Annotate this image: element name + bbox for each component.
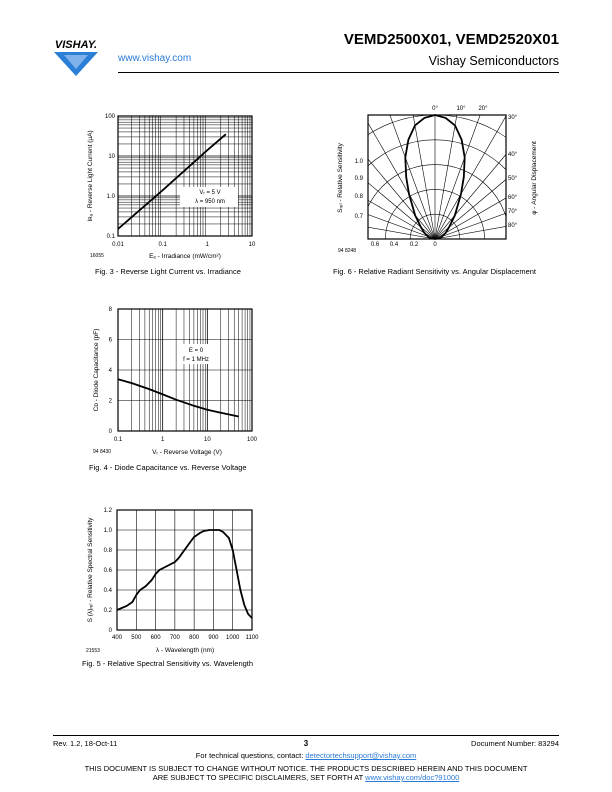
fig3-x-tick: 0.01 — [112, 242, 124, 248]
fig5-x-tick: 1000 — [226, 635, 240, 641]
header-divider — [118, 72, 559, 73]
fig5-y-tick: 1.2 — [103, 508, 112, 514]
contact-email-link[interactable]: detectortechsupport@vishay.com — [305, 751, 417, 760]
fig4-x-tick: 10 — [203, 437, 211, 443]
fig4-x-tick: 0.1 — [113, 437, 123, 443]
fig3-x-tick: 10 — [248, 242, 256, 248]
fig4-chart — [80, 298, 280, 463]
fig4-y-tick: 2 — [108, 398, 112, 405]
fig6-polar-spoke — [435, 116, 539, 239]
fig5-y-tick: 0.4 — [103, 588, 112, 594]
fig5-x-tick: 500 — [131, 635, 142, 641]
disclaimer-line-1: THIS DOCUMENT IS SUBJECT TO CHANGE WITHOUT NOTICE. THE PRODUCTS DESCRIBED HEREIN AND THIS DOCUMENT — [84, 764, 528, 773]
fig5-series-line — [117, 530, 252, 618]
fig3-x-tick: 1 — [205, 242, 210, 248]
fig5-chart — [80, 500, 280, 660]
fig4-code: 94 8430 — [93, 449, 112, 455]
fig6-right-axis-label: φ - Angular Displacement — [531, 141, 538, 215]
fig5-x-tick: 600 — [150, 635, 161, 641]
fig6-polar-spoke — [380, 100, 435, 239]
fig5-x-tick: 400 — [111, 635, 123, 641]
fig3-chart — [80, 105, 280, 285]
fig5-x-tick: 900 — [208, 635, 219, 641]
fig5-y-tick: 0.2 — [103, 608, 112, 614]
fig6-polar-spoke — [331, 116, 435, 239]
document-subtitle: Vishay Semiconductors — [428, 54, 559, 68]
fig5-y-tick: 0 — [108, 628, 112, 634]
fig6-right-angle-label: 40° — [508, 152, 518, 158]
fig5-x-tick: 1100 — [245, 635, 259, 641]
fig4-caption: Fig. 4 - Diode Capacitance vs. Reverse Voltage — [89, 463, 247, 472]
contact-prefix: For technical questions, contact: — [195, 751, 304, 760]
fig6-right-angle-label: 30° — [508, 115, 518, 121]
fig4-y-axis-label: Cᴅ - Diode Capacitance (pF) — [93, 328, 100, 412]
fig5-code: 21553 — [86, 648, 100, 654]
fig3-series-line — [118, 134, 226, 229]
disclaimer-link[interactable]: www.vishay.com/doc?91000 — [365, 773, 460, 782]
fig3-y-tick: 100 — [104, 114, 115, 120]
fig4-y-tick: 0 — [108, 429, 112, 435]
fig5-caption: Fig. 5 - Relative Spectral Sensitivity vs. Wavelength — [82, 659, 254, 668]
fig5-y-axis-label: S (λ)ᵣₑₗ - Relative Spectral Sensitivity — [87, 517, 94, 623]
fig6-right-angle-label: 80° — [508, 223, 518, 229]
fig3-caption: Fig. 3 - Reverse Light Current vs. Irradiance — [95, 267, 241, 276]
fig6-right-angle-label: 70° — [508, 209, 518, 215]
header-url-link[interactable]: www.vishay.com — [118, 53, 192, 64]
document-number: Document Number: 83294 — [471, 739, 559, 748]
fig5-x-axis-label: λ - Wavelength (nm) — [155, 647, 215, 654]
fig4-x-tick: 100 — [246, 437, 258, 443]
fig5-y-tick: 1.0 — [103, 528, 112, 534]
fig4-annotation-frequency: f = 1 MHz — [183, 357, 209, 363]
fig3-annotation-voltage: Vᵣ = 5 V — [199, 190, 221, 196]
fig6-left-tick: 0.7 — [354, 214, 363, 220]
fig6-chart — [330, 100, 550, 260]
disclaimer-prefix: ARE SUBJECT TO SPECIFIC DISCLAIMERS, SET FORTH AT — [152, 773, 364, 782]
document-title: VEMD2500X01, VEMD2520X01 — [343, 31, 559, 48]
fig3-x-axis-label: Eₑ - Irradiance (mW/cm²) — [149, 253, 221, 260]
fig3-x-tick: 0.1 — [158, 242, 167, 248]
fig6-top-angle-label: 0° — [432, 106, 438, 112]
disclaimer-line-2 — [0, 773, 612, 782]
fig6-left-tick: 0.8 — [354, 194, 363, 200]
revision-info: Rev. 1.2, 18-Oct-11 — [53, 739, 118, 748]
fig5-x-tick: 800 — [189, 635, 200, 641]
fig3-y-tick: 1.0 — [106, 194, 115, 200]
fig6-y-axis-label: Sᵣₑₗ - Relative Sensitivity — [337, 143, 344, 213]
fig3-annotation-wavelength: λ = 950 nm — [195, 199, 225, 205]
footer-divider — [53, 735, 559, 736]
fig6-right-angle-label: 60° — [508, 195, 518, 201]
vishay-logo — [50, 38, 102, 78]
fig6-bottom-tick: 0.2 — [409, 242, 419, 248]
fig6-top-angle-label: 20° — [478, 106, 488, 112]
fig4-annotation-irradiance: E = 0 — [188, 348, 204, 354]
fig6-bottom-tick: 0.4 — [389, 242, 399, 248]
fig3-y-axis-label: Iʀₐ - Reverse Light Current (µA) — [87, 130, 94, 222]
footer-contact — [0, 751, 612, 760]
fig5-y-tick: 0.8 — [103, 548, 112, 554]
fig6-polar-spoke — [330, 158, 435, 239]
fig6-right-angle-label: 50° — [508, 176, 518, 182]
fig4-y-tick: 8 — [108, 307, 112, 313]
page-number: 3 — [303, 739, 309, 748]
fig4-y-tick: 6 — [108, 337, 112, 344]
fig4-y-tick: 4 — [108, 368, 112, 374]
fig6-caption: Fig. 6 - Relative Radiant Sensitivity vs. Angular Displacement — [333, 267, 537, 276]
fig6-top-angle-label: 10° — [456, 106, 466, 112]
fig3-y-tick: 0.1 — [106, 234, 115, 240]
vishay-logo-text: VISHAY. — [54, 39, 98, 51]
fig6-left-tick: 1.0 — [354, 159, 363, 165]
fig3-code: 16055 — [90, 253, 104, 259]
fig3-y-tick: 10 — [108, 154, 115, 160]
fig4-x-axis-label: Vᵣ - Reverse Voltage (V) — [152, 449, 222, 456]
fig5-x-tick: 700 — [169, 635, 180, 641]
fig4-x-tick: 1 — [160, 437, 165, 443]
fig6-bottom-tick: 0 — [433, 242, 437, 248]
fig6-left-tick: 0.9 — [354, 176, 363, 182]
fig6-polar-spoke — [435, 100, 490, 239]
fig6-code: 94 8248 — [338, 248, 357, 254]
fig6-bottom-tick: 0.6 — [370, 242, 380, 248]
fig4-series-line — [118, 379, 239, 416]
fig5-y-tick: 0.6 — [103, 568, 112, 574]
